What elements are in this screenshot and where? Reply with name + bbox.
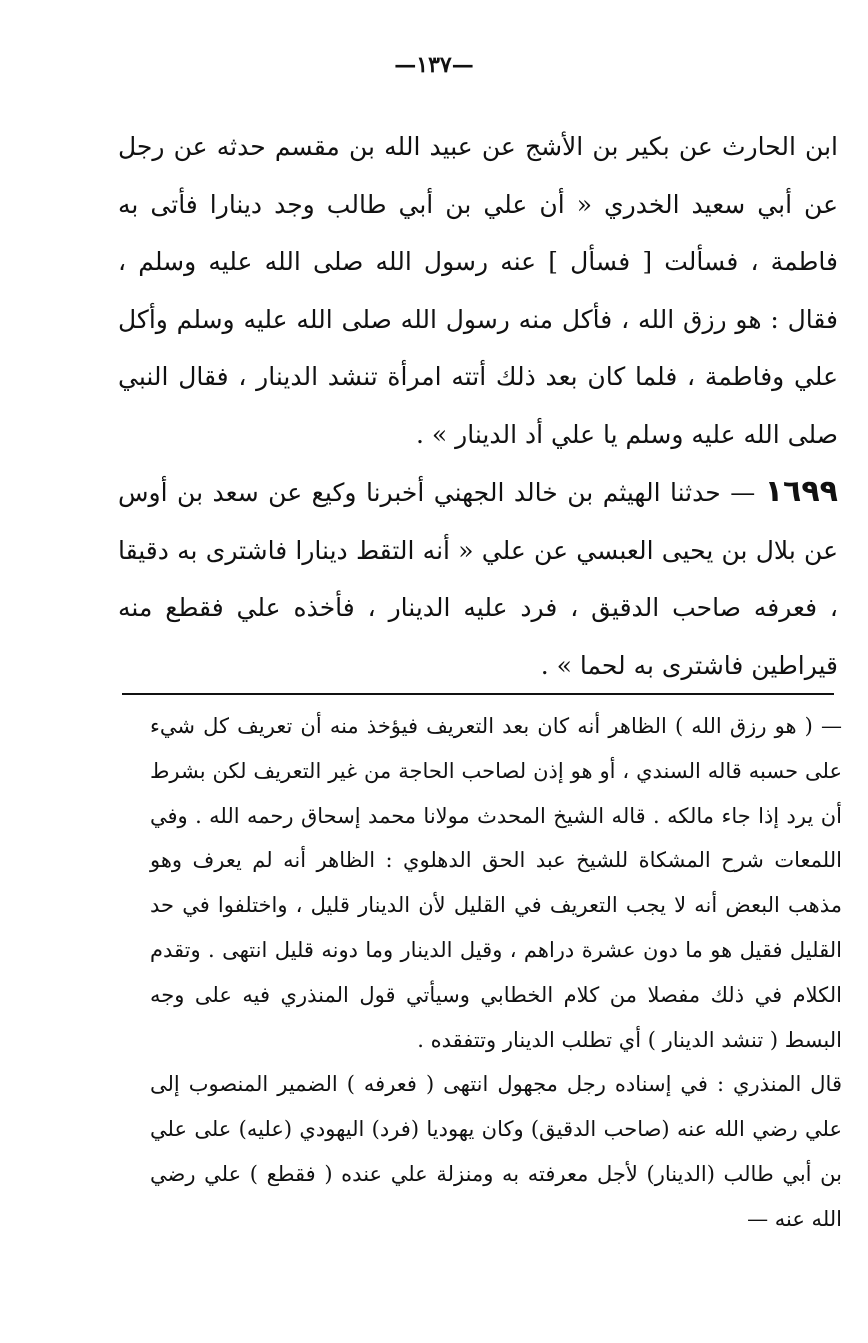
hadith-1698-text: ابن الحارث عن بكير بن الأشج عن عبيد الله بن مقسم حدثه عن رجل عن أبي سعيد الخدري « أن علي بن أبي طالب وجد دينارا فأتى به فاطمة ، فسألت [ فسأل ] عنه رسول الله صلى الله عليه وسلم ، فقال : هو رزق الله ، فأكل منه رسول الله صلى الله عليه وسلم وأكل علي وفاطمة ، فلما كان بعد ذلك أتته امرأة تنشد الدينار ، فقال النبي صلى الله عليه وسلم يا علي أد الدينار » . bbox=[118, 132, 838, 449]
hadith-number: ١٦٩٩ bbox=[764, 474, 838, 509]
footnotes bbox=[150, 704, 842, 1242]
footnote-paragraph-1: — ( هو رزق الله ) الظاهر أنه كان بعد التعريف فيؤخذ منه أن تعريف كل شيء على حسبه قاله السندي ، أو هو إذن لصاحب الحاجة من غير التعريف لكن بشرط أن يرد إذا جاء مالكه . قاله الشيخ المحدث مولانا محمد إسحاق رحمه الله . وفي اللمعات شرح المشكاة للشيخ عبد الحق الدهلوي : الظاهر أنه لم يعرف وهو مذهب البعض أنه لا يجب التعريف في القليل لأن الدينار قليل ، واختلفوا في حد القليل فقيل هو ما دون عشرة دراهم ، وقيل الدينار وما دونه قليل انتهى . وتقدم الكلام في ذلك مفصلا من كلام الخطابي وسيأتي قول المنذري فيه على وجه البسط ( تنشد الدينار ) أي تطلب الدينار وتتفقده . bbox=[150, 714, 842, 1052]
hadith-1699 bbox=[118, 463, 838, 694]
hadith-1699-text: — حدثنا الهيثم بن خالد الجهني أخبرنا وكيع عن سعد بن أوس عن بلال بن يحيى العبسي عن علي « أنه التقط دينارا فاشترى به دقيقا ، فعرفه صاحب الدقيق ، فرد عليه الدينار ، فأخذه علي فقطع منه قيراطين فاشترى به لحما » . bbox=[118, 478, 838, 680]
main-text bbox=[118, 118, 838, 694]
footnote-divider bbox=[122, 693, 834, 695]
page-number: —١٣٧— bbox=[394, 52, 474, 78]
footnote-paragraph-2: قال المنذري : في إسناده رجل مجهول انتهى ( فعرفه ) الضمير المنصوب إلى علي رضي الله عنه (صاحب الدقيق) وكان يهوديا (فرد) اليهودي (عليه) على علي بن أبي طالب (الدينار) لأجل معرفته به ومنزلة علي عنده ( فقطع ) علي رضي الله عنه — bbox=[150, 1072, 842, 1231]
